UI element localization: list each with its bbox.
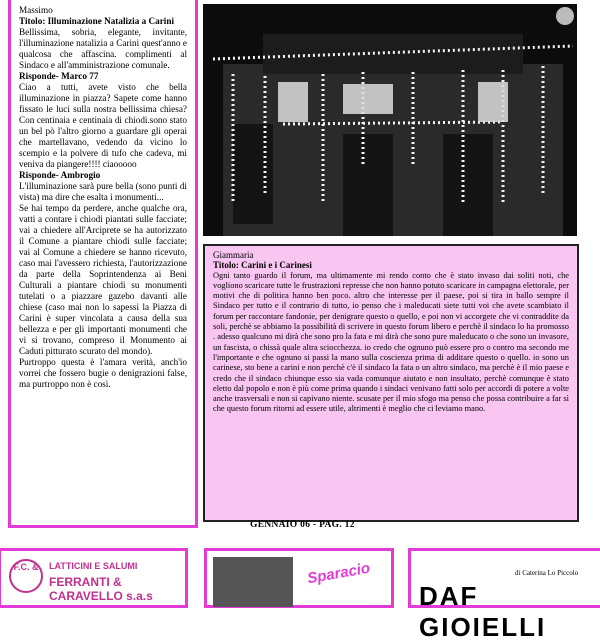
right-article-box [203,244,579,522]
church-illumination-photo [203,4,577,236]
author-massimo: Massimo [19,5,53,15]
paragraph-5: Purtroppo questa è l'amara verità, anch'io vorrei che fossero bugie o denigrazioni false, ma purtroppo non è così. [19,357,187,389]
title-illuminazione: Titolo: Illuminazione Natalizia a Carini [19,16,174,26]
paragraph-1: Bellissima, sobria, elegante, invitante, l'illuminazione natalizia a Carini quest'anno e qualcosa che affascina. complimenti al Sindaco e all'amministrazione comunale. [19,27,187,70]
ad-gioielli [408,548,600,642]
ad-gioielli-brand: DAF GIOIELLI [419,581,547,642]
paragraph-3: L'illuminazione sarà pure bella (sono punti di vista) ma dire che esalta i monumenti... [19,181,187,202]
photo-graphic [203,4,577,236]
right-paragraph: Ogni tanto guardo il forum, ma ultimamente mi rendo conto che è stato invaso dai soliti noti, che vogliono scaricare tutte le frustrazioni represse che non hanno potuto scaricare in campagna elettorale, per motivi che di politica hanno ben poco. altro che interesse per il paese, poi si tira in ballo sempre il Sindaco per tutto e il contrario di tutto, io penso che i maleducati siete tutti voi che avete scambiato il forum per raccontare fandonie, per denigrare questo o quello, e poi non vi accorgete che vi contraddite da soli, perchè se abbiamo la possibilità di scrivere in questo forum libero e perchè il sindaco lo ha promosso . adesso qualcuno mi dirà che sono pro la fata e mi dirà che sono pure maleducato o che sono un invasore, un fascista, o chissà quale altra sciocchezza. io credo che ognuno può essere pro o contro ma secondo me l'importante e che ognuno si passi la mano sulla coscienza prima di additare questo o quello. io sono un carinese, sto bene a carini e non perchè c'è il sindaco la fata o un altro sindaco, ma perchè è il mio paese e credo che il sindaco chiunque esso sia vada comunque aiutato e non insultato, perchè comunque è stato eletto dal popolo e non è più come prima quando i sindaci venivano fatti solo per accordi di potere a volte anche trasversali e non si capivano niente. scusate per il mio sfogo ma penso che possa contribuire a far sì che questo forum ritorni ad essere utile, altrimenti è meglio che ci leviamo mano. [213,270,570,414]
ad-sparacio [204,548,394,608]
reply-marco: Risponde- Marco 77 [19,71,99,81]
left-article-column [8,0,198,528]
paragraph-2: Ciao a tutti, avete visto che bella illuminazione in piazza? Sapete come hanno fissato le luci sulla nostra bellissima chiesa? Con centinaia e centinaia di chiodi.sono stato un bel pò l'altro giorno a guardare gli operai che martellavano, vedendo da vicino lo scempio e la polvere di tufo che cadeva, mi veniva da piangere!!!! ciaooooo [19,82,187,169]
title-carini-carinesi: Titolo: Carini e i Carinesi [213,260,312,271]
ferranti-logo: F.C. & [9,559,43,593]
ad-latticini [0,548,188,608]
ad-latticini-line1: LATTICINI E SALUMI [49,561,138,571]
reply-ambrogio: Risponde- Ambrogio [19,170,101,180]
ad-sparacio-name: Sparacio [306,559,372,588]
paragraph-4: Se hai tempo da perdere, anche qualche ora, vatti a contare i chiodi piantati sulle facciate; vai a chiedere all'Arciprete se ha autorizzato il Comune a piantare chiodi sulle facciate; vai al Comune a chiedere se hanno ricevuto, caso mai l'avessero richiesta, l'autorizzazione da parte della Soprintendenza ai Beni Culturali a piantare chiodi su monumenti tutelati o a piazzare gazebo davanti alle chiese (caso mai non lo sapessi la Piazza di Carini è super vincolata a causa della sua bellezza e per gli importanti monumenti che vi si trovano, compreso il Monumento ai Caduti pitturato scurato del mondo). [19,203,187,356]
ad-latticini-line2: FERRANTI & CARAVELLO s.a.s [49,575,153,603]
author-giammaria: Giammaria [213,250,254,260]
page-footer: GENNAIO 06 - PAG. 12 [250,520,355,530]
ad-gioielli-owner: di Caterina Lo Piccolo [515,569,579,577]
